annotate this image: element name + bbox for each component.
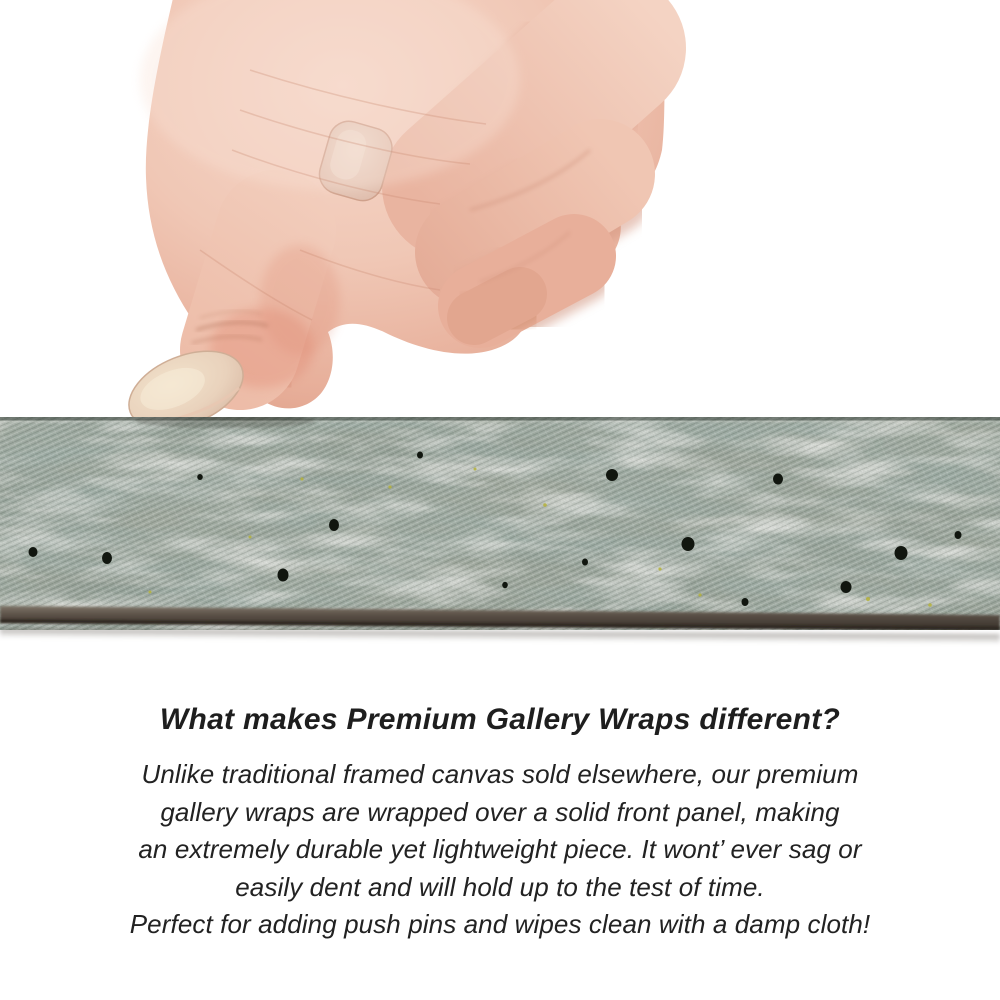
caption-line-1: Unlike traditional framed canvas sold elsewhere, our premium [141,759,859,789]
caption-block [0,697,1000,944]
canvas-texture [0,417,1000,630]
caption-line-5: Perfect for adding push pins and wipes clean with a damp cloth! [129,909,871,939]
caption-title: What makes Premium Gallery Wraps different? [159,703,841,736]
caption-line-3: an extremely durable yet lightweight piece. It wont’ ever sag or [138,834,862,864]
strip-drop-shadow [0,628,1000,644]
canvas-edge-strip [0,417,1000,630]
hand-photo [0,0,1000,418]
caption-line-4: easily dent and will hold up to the test of time. [235,871,765,902]
caption-line-2: gallery wraps are wrapped over a solid front panel, making [160,796,840,827]
